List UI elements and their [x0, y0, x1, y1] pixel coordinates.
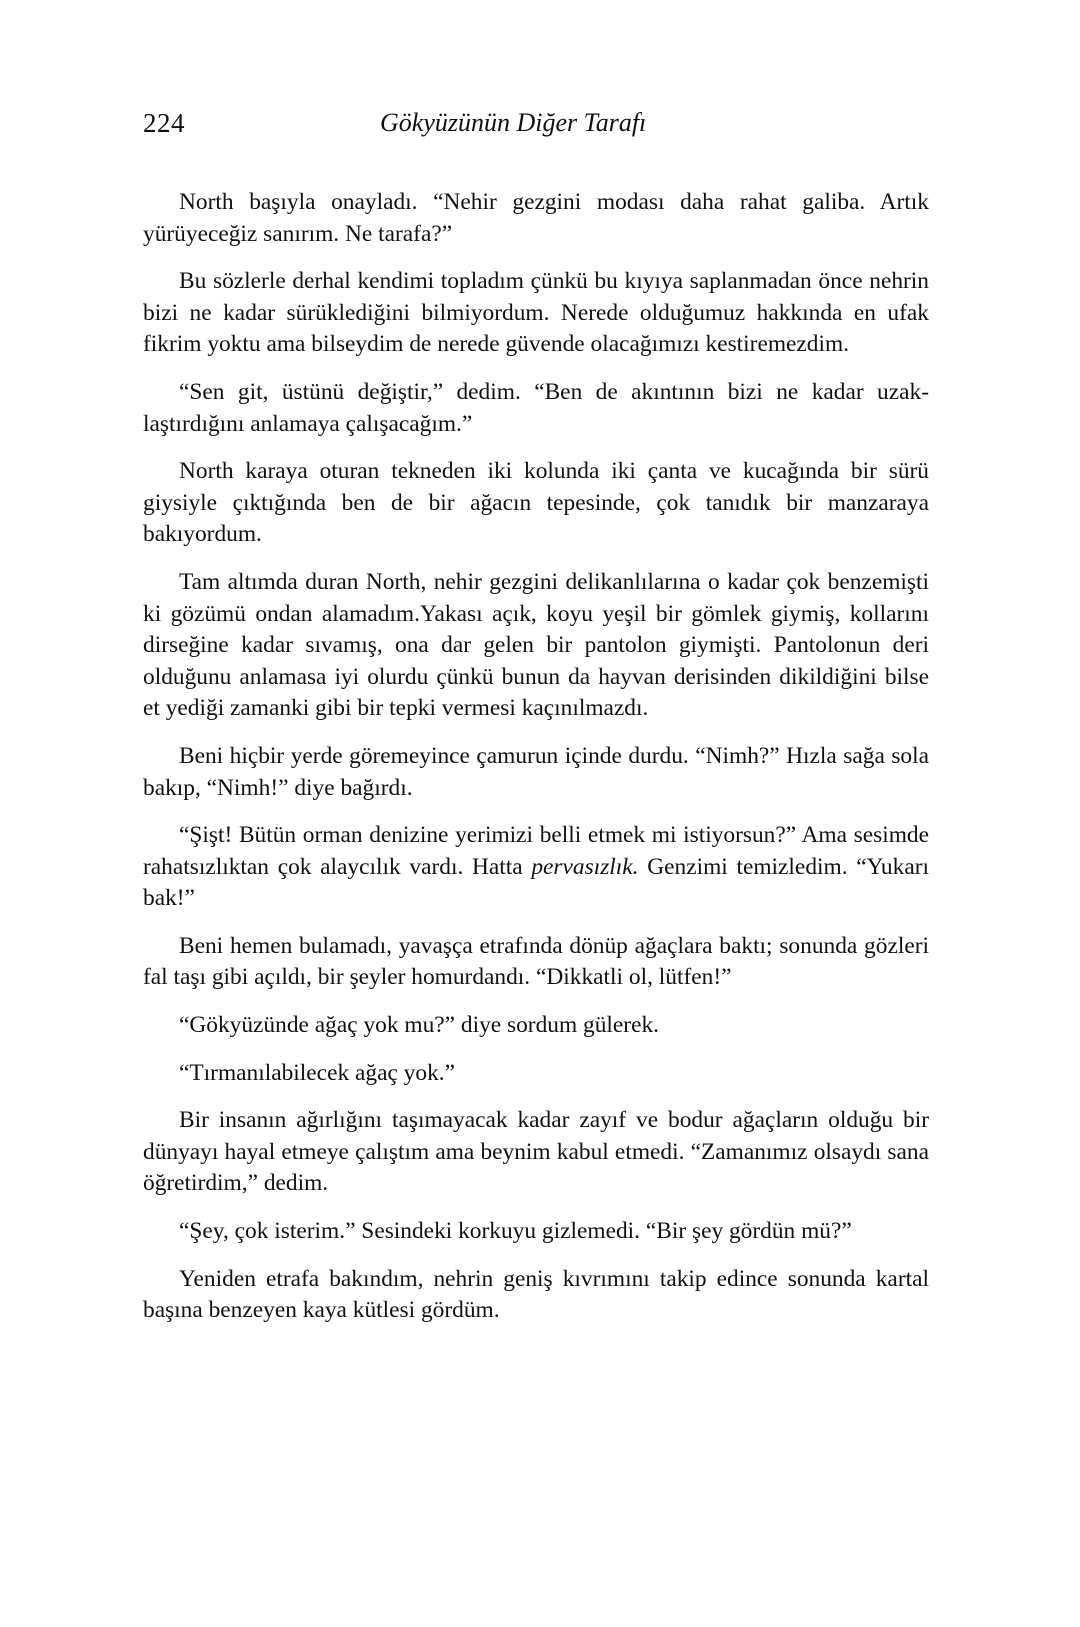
book-title: Gökyüzünün Diğer Tarafı: [380, 108, 647, 137]
paragraph: “Gökyüzünde ağaç yok mu?” diye sordum gülerek.: [179, 1012, 659, 1039]
paragraph: “Şey, çok isterim.” Sesindeki korkuyu gizlemedi. “Bir şey gördün mü?”: [179, 1218, 852, 1245]
emphasized-word: pervasızlık.: [531, 853, 639, 880]
paragraph: Bu sözlerle derhal kendimi topladım çünkü bu kıyıya saplanmadan önce nehrin bizi ne kadar sürüklediğini bilmiyordum. Nerede olduğumuz hakkında en ufak fikrim yoktu ama bilseydim de nerede güvende olacağımızı kestiremezdim.: [143, 268, 929, 358]
body-text: [143, 187, 929, 1343]
paragraph: Yeniden etrafa bakındım, nehrin geniş kıvrımını takip edince sonunda kartal başına benzeyen kaya kütlesi gördüm.: [143, 1265, 929, 1324]
paragraph-with-emphasis: [143, 820, 929, 915]
paragraph: “Sen git, üstünü değiştir,” dedim. “Ben de akıntının bizi ne kadar uzaklaştırdığını anlamaya çalışacağım.”: [143, 378, 929, 437]
paragraph: Beni hemen bulamadı, yavaşça etrafında dönüp ağaçlara baktı; sonunda gözleri fal taşı gibi açıldı, bir şeyler homurdandı. “Dikkatli ol, lütfen!”: [143, 932, 929, 991]
running-header: [143, 108, 933, 148]
paragraph: “Tırmanılabilecek ağaç yok.”: [179, 1059, 455, 1086]
paragraph: Tam altımda duran North, nehir gezgini delikanlılarına o kadar çok benzemişti ki gözümü ondan alamadım.Yakası açık, koyu yeşil bir gömlek giymiş, kollarını dirseğine kadar sıvamış, ona dar gelen bir pantolon giymişti. Pantolonun deri olduğunu anlamasa iyi olurdu çünkü bunun da hayvan derisinden dikildiğini bilse et yediği zamanki gibi bir tepki vermesi kaçınılmazdı.: [143, 568, 929, 722]
paragraph: North başıyla onayladı. “Nehir gezgini modası daha rahat galiba. Artık yürüyeceğiz sanırım. Ne tarafa?”: [143, 189, 929, 247]
paragraph: Beni hiçbir yerde göremeyince çamurun içinde durdu. “Nimh?” Hızla sağa sola bakıp, “Nimh!” diye bağırdı.: [143, 742, 929, 801]
page-number: 224: [143, 108, 185, 138]
paragraph: Bir insanın ağırlığını taşımayacak kadar zayıf ve bodur ağaçların olduğu bir dünyayı hayal etmeye çalıştım ama beynim kabul etmedi. “Zamanımız olsaydı sana öğretirdim,” dedim.: [143, 1107, 929, 1197]
paragraph-text-after: Genzimi temizledim. “Yukarı bak!”: [143, 853, 929, 912]
paragraph-text-before: “Şişt! Bütün orman denizine yerimizi belli etmek mi istiyorsun?” Ama sesimde rahatsızlıktan çok alaycılık vardı. Hatta: [143, 822, 929, 880]
paragraph: North karaya oturan tekneden iki kolunda iki çanta ve kucağında bir sürü giysiyle çıktığında ben de bir ağacın tepesinde, çok tanıdık bir manzaraya bakıyordum.: [143, 458, 929, 548]
